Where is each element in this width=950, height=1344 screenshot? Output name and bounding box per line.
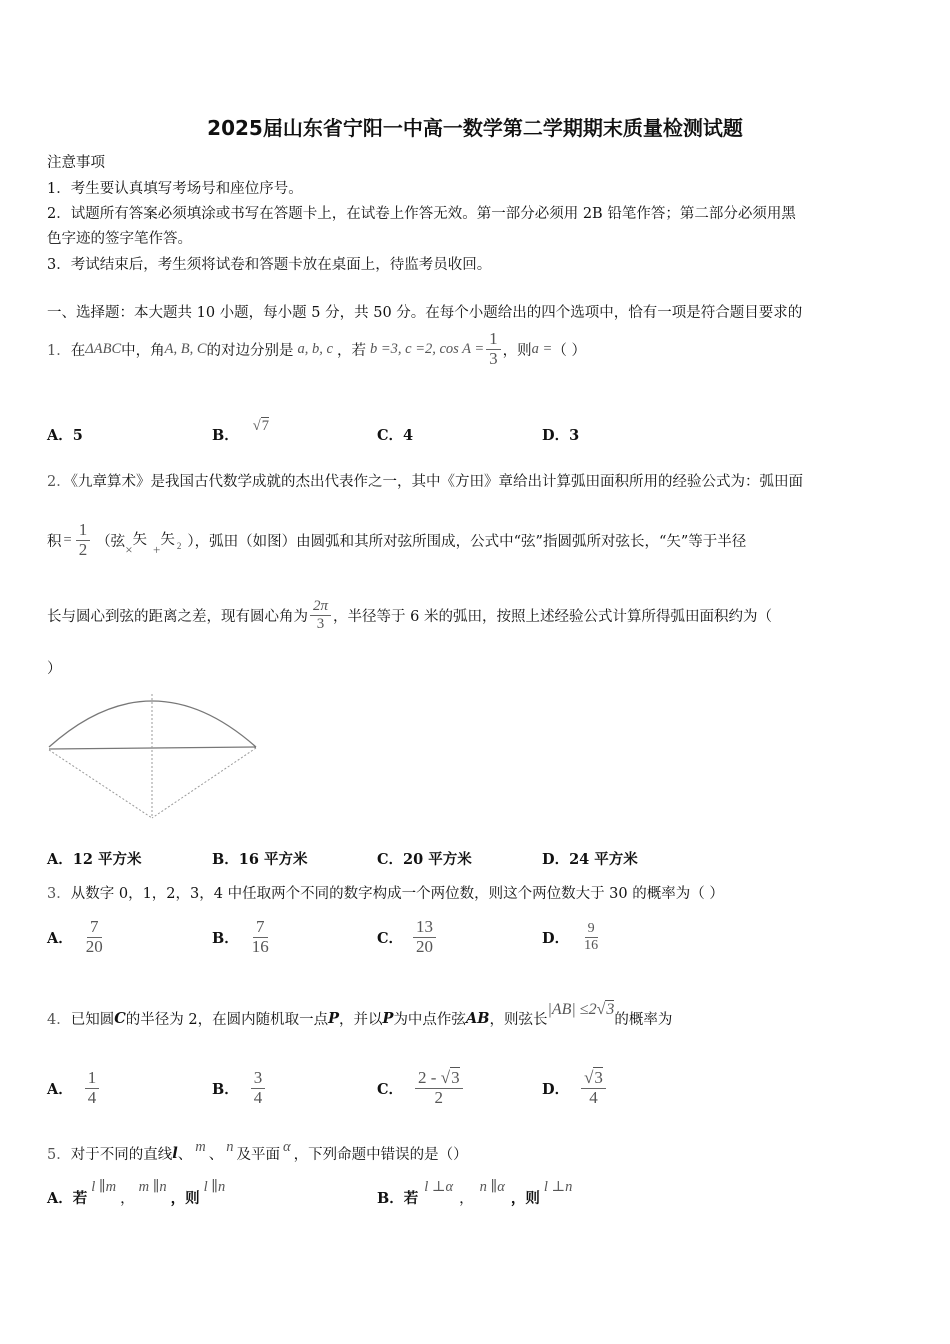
q1-text: 中，角 [121,342,165,359]
fraction: $\frac{1}{3}$ [486,330,501,368]
option-c[interactable]: C． $\frac{2 - √3}{2}$ [377,1062,465,1114]
fraction: $\frac{9}{16}$ [584,921,599,953]
question-number: 1． [47,342,71,359]
math-triangle: ΔABC [85,340,122,357]
fraction: $\frac{2\pi}{3}$ [310,598,331,632]
section-heading: 一、选择题：本大题共 10 小题，每小题 5 分，共 50 分。在每个小题给出的四个选项中，恰有一项是符合题目要求的 [47,305,803,321]
sqrt: √7 [252,418,269,434]
option-a[interactable]: A． $\frac{7}{20}$ [47,914,108,960]
option-b[interactable]: B．16 平方米 [212,851,308,868]
option-a[interactable]: A． 若 l ∥m ， m ∥n ，则 l ∥n [47,1179,226,1207]
q1-text: （ ） [552,342,586,359]
math-ask: a = [531,340,553,357]
q1-text: 在 [70,342,86,359]
question-number: 3． [47,886,71,902]
notice-item: 2．试题所有答案必须填涂或书写在答题卡上，在试卷上作答无效。第一部分必须用 2B 铅笔作答；第二部分必须用黑 [47,206,796,222]
question-number: 5． [47,1146,71,1163]
q1-text: 的对边分别是 [206,342,294,359]
fraction: $\frac{3}{4}$ [251,1069,266,1107]
math-inequality: |AB| ≤2√3 [547,1001,615,1018]
question-2-line: 长与圆心到弦的距离之差，现有圆心角为 $\frac{2\pi}{3}$ ，半径等于 6 米的弧田，按照上述经验公式计算所得弧田面积约为（ [47,598,772,632]
fraction: $\frac{13}{20}$ [413,918,436,956]
option-b[interactable]: B． $\frac{7}{16}$ [212,914,274,960]
notice-heading: 注意事项 [47,155,105,171]
arc-field-figure [44,690,260,825]
question-1 [47,326,586,372]
fraction: $\frac{7}{20}$ [85,916,103,956]
option-d[interactable]: D． $\frac{√3}{4}$ [542,1062,608,1114]
question-2-line: ） [47,661,62,677]
fraction: $\frac{7}{16}$ [251,916,269,956]
fraction: $\frac{2 - √3}{2}$ [415,1069,463,1107]
fraction: $\frac{1}{2}$ [76,521,91,559]
math-angles: A, B, C [164,340,207,357]
option-c[interactable]: C．20 平方米 [377,851,472,868]
option-b[interactable]: B． $\frac{3}{4}$ [212,1062,267,1114]
notice-item: 色字迹的签字笔作答。 [47,231,192,247]
fraction: $\frac{1}{4}$ [85,1069,100,1107]
q1-text: ，若 [336,342,366,359]
radius-line-left [49,750,152,818]
question-number: 4． [47,1011,71,1028]
question-2-line: 2．《九章算术》是我国古代数学成就的杰出代表作之一，其中《方田》章给出计算弧田面积所用的经验公式为：弧田面 [47,474,803,490]
option-c[interactable]: C．4 [377,427,414,444]
q1-text: ，则 [502,342,532,359]
question-3: 3．从数字 0，1，2，3，4 中任取两个不同的数字构成一个两位数，则这个两位数大于 30 的概率为（ ） [47,886,724,902]
option-b[interactable]: B． √7 [212,418,269,444]
math-sides: a, b, c [297,340,333,357]
question-4: 4． 已知圆 C 的半径为 2，在圆内随机取一点 P ，并以 P 为中点作弦 AB ，则弦长 |AB| ≤2√3 的概率为 [47,1001,673,1028]
math-condition: b =3, c =2, cos A = [369,340,485,357]
option-d[interactable]: D．3 [542,427,580,444]
option-a[interactable]: A．12 平方米 [47,851,142,868]
fraction: $\frac{√3}{4}$ [581,1069,606,1107]
page-title: 2025届山东省宁阳一中高一数学第二学期期末质量检测试题 [207,116,743,140]
question-2-line: 积 = $\frac{1}{2}$ （弦 × 矢 + 矢 2 ），弧田（如图）由圆弧和其所对弦所围成，公式中“弦”指圆弧所对弦长，“矢”等于半径 [47,519,747,559]
question-number: 2． [47,474,71,490]
option-d[interactable]: D． $\frac{9}{16}$ [542,914,603,960]
notice-item: 1．考生要认真填写考场号和座位序号。 [47,181,303,197]
option-d[interactable]: D．24 平方米 [542,851,638,868]
option-c[interactable]: C． $\frac{13}{20}$ [377,914,438,960]
notice-item: 3．考试结束后，考生须将试卷和答题卡放在桌面上，待监考员收回。 [47,257,492,273]
radius-line-right [152,748,256,818]
option-b[interactable]: B． 若 l ⊥α ， n ∥α ，则 l ⊥n [377,1179,573,1207]
question-5: 5． 对于不同的直线 l 、 m 、 n 及平面 α ，下列命题中错误的是（） [47,1138,468,1163]
option-a[interactable]: A． $\frac{1}{4}$ [47,1062,101,1114]
option-a[interactable]: A．5 [47,427,83,444]
